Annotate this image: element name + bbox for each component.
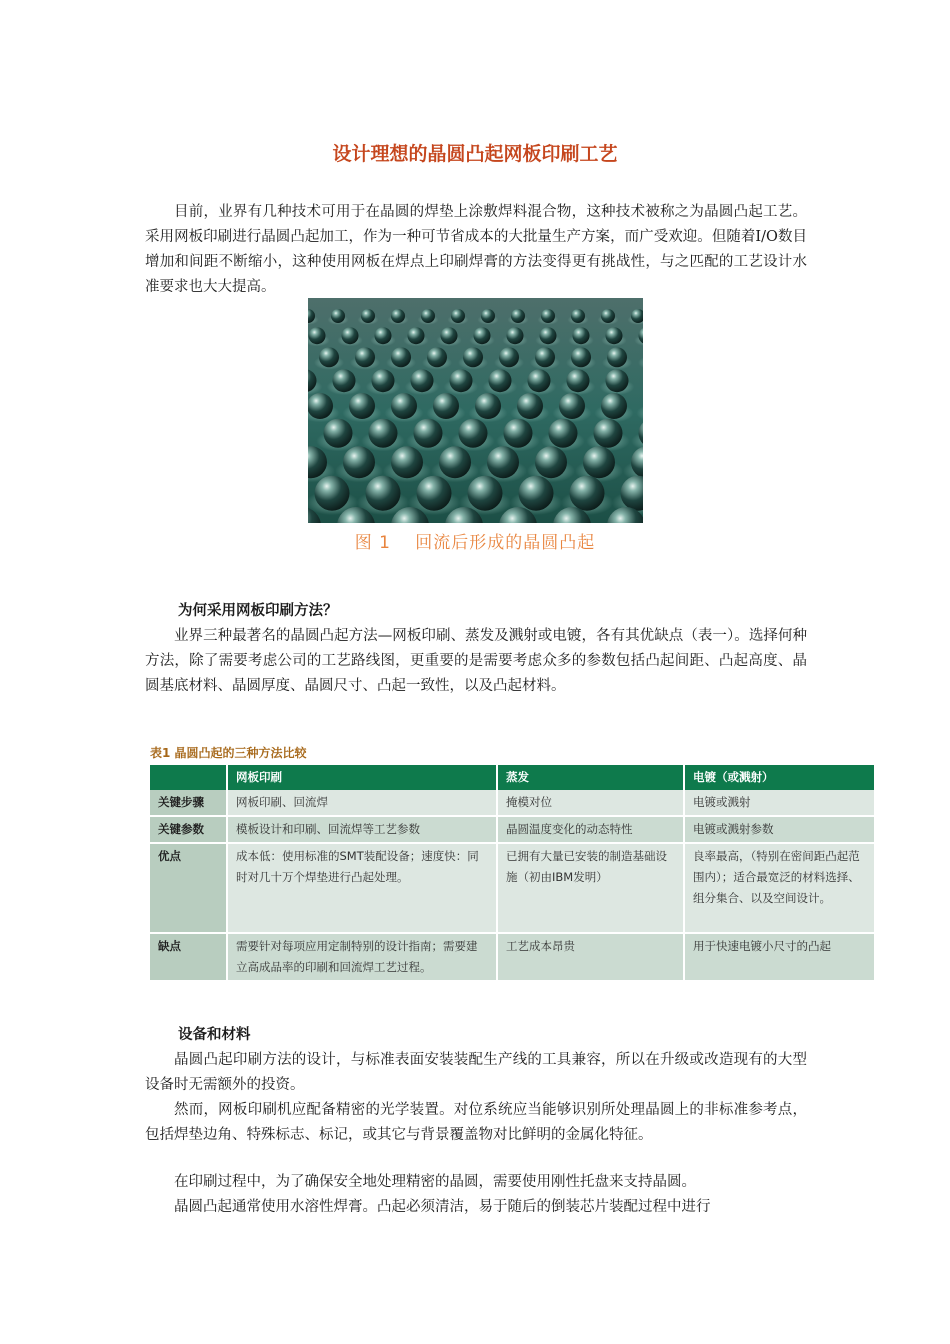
solder-bump <box>504 419 533 448</box>
solder-bump <box>541 309 555 323</box>
table-row <box>150 816 875 843</box>
solder-bump <box>507 327 524 344</box>
solder-bump <box>411 369 434 392</box>
table-row <box>150 790 875 816</box>
section-heading-equipment: 设备和材料 <box>178 1027 251 1043</box>
solder-bump <box>333 369 356 392</box>
table-cell: 需要针对每项应用定制特别的设计指南；需要建立高成品率的印刷和回流焊工艺过程。 <box>227 933 497 981</box>
wafer-bump-image <box>308 298 643 523</box>
wafer-bump-photo <box>308 298 643 523</box>
table-cell: 模板设计和印刷、回流焊等工艺参数 <box>227 816 497 843</box>
solder-bump <box>366 476 401 511</box>
solder-bump <box>583 446 615 478</box>
solder-bump <box>567 369 590 392</box>
intro-paragraph: 目前，业界有几种技术可用于在晶圆的焊垫上涂敷焊料混合物，这种技术被称之为晶圆凸起工艺。采用网板印刷进行晶圆凸起加工，作为一种可节省成本的大批量生产方案，而广受欢迎。但随着I/O数目增加和间距不断缩小，这种使用网板在焊点上印刷焊膏的方法变得更有挑战性，与之匹配的工艺设计水准要求也大大提高。 <box>145 204 807 295</box>
solder-bump <box>309 327 326 344</box>
solder-bump <box>606 327 623 344</box>
table-cell: 用于快速电镀小尺寸的凸起 <box>684 933 875 981</box>
solder-bump <box>324 419 353 448</box>
solder-bump <box>535 347 555 367</box>
table-row-label: 缺点 <box>150 933 227 981</box>
table-header-row <box>150 765 875 790</box>
solder-bump <box>439 446 471 478</box>
solder-bump <box>433 393 459 419</box>
solder-bump <box>315 476 350 511</box>
solder-bump <box>408 327 425 344</box>
solder-bump <box>308 393 333 419</box>
section2-paragraph-4: 晶圆凸起通常使用水溶性焊膏。凸起必须清洁，易于随后的倒装芯片装配过程中进行 <box>174 1199 711 1215</box>
solder-bump <box>391 393 417 419</box>
page-title: 设计理想的晶圆凸起网板印刷工艺 <box>332 143 618 165</box>
solder-bump <box>391 347 411 367</box>
solder-bump <box>331 309 345 323</box>
table-cell: 电镀或溅射 <box>684 790 875 816</box>
table-header-cell: 蒸发 <box>497 765 684 790</box>
solder-bump <box>487 446 519 478</box>
table-cell: 电镀或溅射参数 <box>684 816 875 843</box>
solder-bump <box>468 476 503 511</box>
solder-bump <box>528 369 551 392</box>
section2-paragraph-3: 在印刷过程中，为了确保安全地处理精密的晶圆，需要使用刚性托盘来支持晶圆。 <box>174 1174 696 1190</box>
solder-bump <box>594 419 623 448</box>
table-header-cell: 网板印刷 <box>227 765 497 790</box>
solder-bump <box>517 393 543 419</box>
table-cell: 已拥有大量已安装的制造基础设施（初由IBM发明） <box>497 843 684 933</box>
solder-bump <box>511 309 525 323</box>
solder-bump <box>571 309 585 323</box>
comparison-table <box>150 765 876 982</box>
table-row-label: 关键步骤 <box>150 790 227 816</box>
table-row <box>150 843 875 933</box>
solder-bump <box>441 327 458 344</box>
solder-bump <box>549 419 578 448</box>
section-heading-why-stencil: 为何采用网板印刷方法？ <box>178 603 338 619</box>
solder-bump <box>601 393 627 419</box>
table-cell: 掩模对位 <box>497 790 684 816</box>
solder-bump <box>481 309 495 323</box>
solder-bump <box>540 327 557 344</box>
table-header-cell: 电镀（或溅射） <box>684 765 875 790</box>
solder-bump <box>342 327 359 344</box>
table-cell: 晶圆温度变化的动态特性 <box>497 816 684 843</box>
section2-paragraph-1: 晶圆凸起印刷方法的设计，与标准表面安装装配生产线的工具兼容，所以在升级或改造现有的大型设备时无需额外的投资。 <box>145 1052 807 1093</box>
solder-bump <box>391 446 423 478</box>
solder-bump <box>375 327 392 344</box>
solder-bump <box>606 369 629 392</box>
solder-bump <box>361 309 375 323</box>
table-cell: 工艺成本昂贵 <box>497 933 684 981</box>
section1-paragraph: 业界三种最著名的晶圆凸起方法—网板印刷、蒸发及溅射或电镀，各有其优缺点（表一）。选择何种方法，除了需要考虑公司的工艺路线图，更重要的是需要考虑众多的参数包括凸起间距、凸起高度、晶圆基底材料、晶圆厚度、晶圆尺寸、凸起一致性，以及凸起材料。 <box>145 628 807 694</box>
solder-bump <box>463 347 483 367</box>
solder-bump <box>343 446 375 478</box>
solder-bump <box>475 393 501 419</box>
solder-bump <box>450 369 473 392</box>
solder-bump <box>607 347 627 367</box>
table-row <box>150 933 875 981</box>
table-cell: 网板印刷、回流焊 <box>227 790 497 816</box>
solder-bump <box>319 347 339 367</box>
section2-paragraph-2: 然而，网板印刷机应配备精密的光学装置。对位系统应当能够识别所处理晶圆上的非标准参考点，包括焊垫边角、特殊标志、标记，或其它与背景覆盖物对比鲜明的金属化特征。 <box>145 1102 807 1143</box>
table-row-label: 优点 <box>150 843 227 933</box>
table-cell: 成本低：使用标准的SMT装配设备；速度快：同时对几十万个焊垫进行凸起处理。 <box>227 843 497 933</box>
solder-bump <box>573 327 590 344</box>
solder-bump <box>570 476 605 511</box>
solder-bump <box>372 369 395 392</box>
solder-bump <box>421 309 435 323</box>
solder-bump <box>349 393 375 419</box>
solder-bump <box>571 347 591 367</box>
figure-caption: 图 1 回流后形成的晶圆凸起 <box>354 533 596 553</box>
solder-bump <box>499 347 519 367</box>
solder-bump <box>369 419 398 448</box>
table-title: 表1 晶圆凸起的三种方法比较 <box>150 746 307 760</box>
solder-bump <box>559 393 585 419</box>
solder-bump <box>355 347 375 367</box>
solder-bump <box>391 309 405 323</box>
solder-bump <box>489 369 512 392</box>
solder-bump <box>459 419 488 448</box>
solder-bump <box>451 309 465 323</box>
solder-bump <box>427 347 447 367</box>
table-row-label: 关键参数 <box>150 816 227 843</box>
solder-bump <box>519 476 554 511</box>
table-cell: 良率最高，（特别在密间距凸起范围内）；适合最宽泛的材料选择、组分集合、以及空间设计。 <box>684 843 875 933</box>
solder-bump <box>535 446 567 478</box>
solder-bump <box>601 309 615 323</box>
table-header-cell <box>150 765 227 790</box>
solder-bump <box>474 327 491 344</box>
solder-bump <box>414 419 443 448</box>
solder-bump <box>417 476 452 511</box>
